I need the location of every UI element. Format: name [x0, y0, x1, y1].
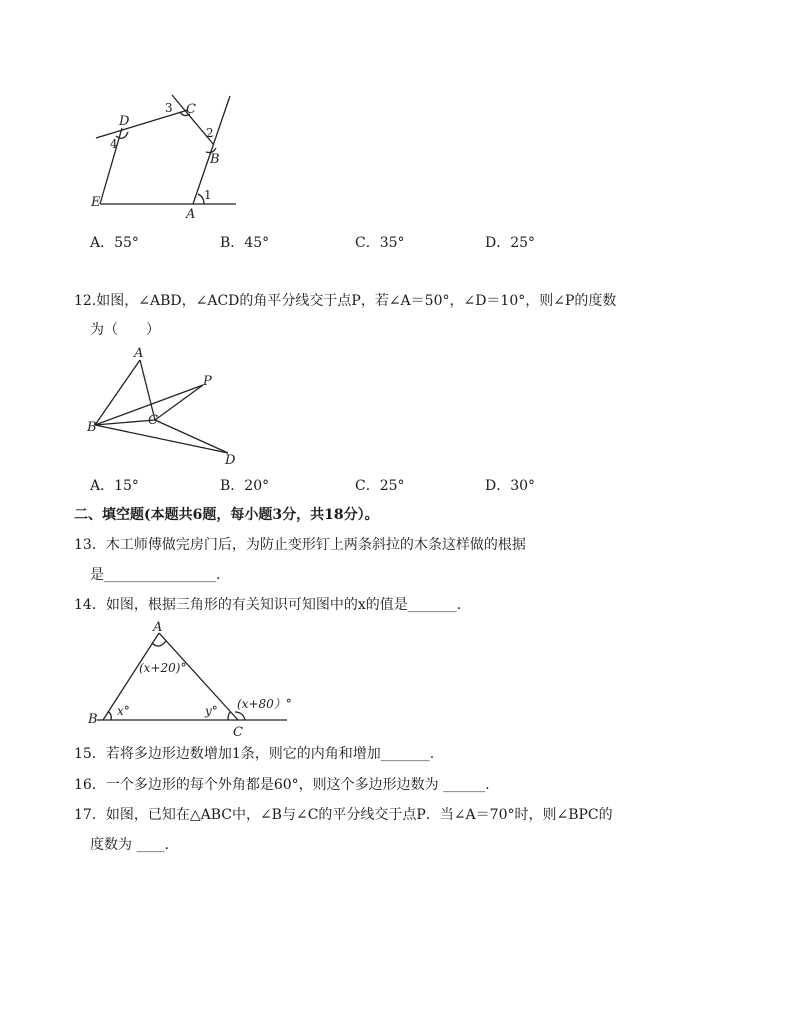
label-p: P [203, 374, 212, 389]
label-2: 2 [206, 126, 214, 140]
label-d: D [119, 114, 130, 129]
q12-stem-line1: 12.如图，∠ABD，∠ACD的角平分线交于点P，若∠A＝50°，∠D＝10°，则∠P的度数 [74, 293, 617, 309]
angle-y-arc [228, 712, 231, 720]
label-b: B [87, 420, 97, 435]
angle-4-arc [116, 132, 128, 138]
line-bc [95, 420, 155, 425]
label-c: C [233, 725, 243, 740]
line-cd [155, 420, 228, 453]
line-cp [155, 385, 203, 420]
label-c: C [148, 413, 158, 428]
line-ac [140, 360, 155, 420]
label-e: E [91, 195, 101, 210]
angle-b-arc [108, 712, 111, 720]
label-3: 3 [165, 101, 173, 115]
q11-option-c[interactable]: C．35° [355, 235, 405, 251]
q11-option-a[interactable]: A．55° [90, 235, 139, 251]
q11-option-d[interactable]: D．25° [485, 235, 536, 251]
q16-stem: 16．一个多边形的每个外角都是60°，则这个多边形边数为 ______. [74, 777, 490, 793]
q13-stem-line2: 是________________. [90, 567, 221, 583]
label-angle-x: x° [117, 704, 130, 718]
q17-stem-line1: 17．如图，已知在△ABC中，∠B与∠C的平分线交于点P．当∠A＝70°时，则∠BPC的 [74, 807, 613, 823]
line-ac [159, 633, 238, 720]
q12-stem-line2: 为（ ） [90, 322, 160, 338]
label-b: B [210, 152, 220, 167]
line-dc [96, 110, 188, 138]
q12-option-a[interactable]: A．15° [90, 478, 139, 494]
label-angle-a: (x+20)° [139, 661, 187, 675]
q14-triangle-figure [85, 620, 295, 738]
q17-stem-line2: 度数为 ____. [90, 837, 169, 853]
line-ba [103, 633, 159, 720]
q13-stem-line1: 13．木工师傅做完房门后，为防止变形钉上两条斜拉的木条这样做的根据 [74, 537, 526, 553]
q14-stem: 14．如图，根据三角形的有关知识可知图中的x的值是_______. [74, 597, 462, 613]
q12-option-d[interactable]: D．30° [485, 478, 536, 494]
label-1: 1 [204, 188, 212, 202]
line-ba [95, 360, 140, 425]
q12-option-c[interactable]: C．25° [355, 478, 405, 494]
label-angle-ext: (x+80）° [237, 697, 292, 711]
label-a: A [186, 207, 196, 222]
label-a: A [153, 620, 163, 635]
label-a: A [134, 346, 144, 361]
q11-pentagon-figure [80, 90, 250, 225]
section2-title: 二、填空题(本题共6题，每小题3分，共18分）。 [74, 507, 379, 523]
line-bd [95, 425, 228, 453]
q11-option-b[interactable]: B．45° [220, 235, 270, 251]
label-c: C [186, 102, 196, 117]
label-angle-y: y° [205, 704, 218, 718]
q15-stem: 15．若将多边形边数增加1条，则它的内角和增加_______. [74, 746, 435, 762]
label-b: B [88, 712, 98, 727]
label-4: 4 [110, 137, 118, 151]
q12-option-b[interactable]: B．20° [220, 478, 270, 494]
label-d: D [225, 453, 236, 468]
q12-bisector-figure [85, 345, 245, 470]
